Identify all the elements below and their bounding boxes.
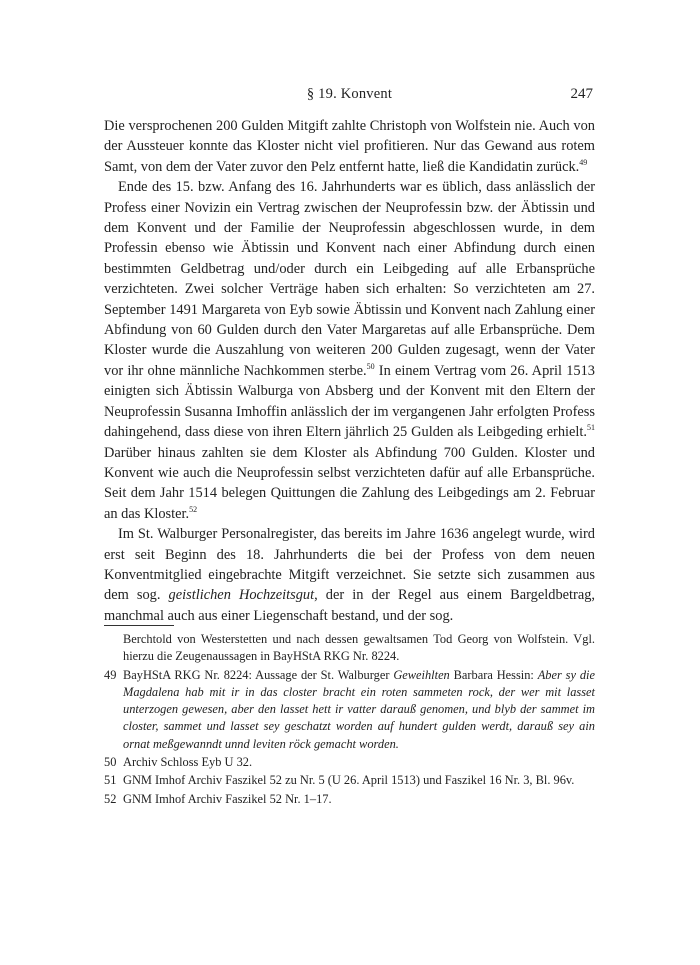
page-number: 247 [570,86,593,102]
footnote-50-text: Archiv Schloss Eyb U 32. [123,755,253,770]
footnote-52 [104,791,595,808]
footnote-separator [104,625,174,626]
footnote-number: 52 [104,791,117,806]
paragraph-3-text-a: Im St. Walburger Personalregister, das bereits im Jahre 1636 angelegt wurde, wird erst seit Beginn des 18. Jahrhunderts die bei der Profess von dem neuen Konventmitglied eingebrachte Mitgift verzeichnet. Sie setzte sich zusammen aus dem sog. [104,526,595,604]
footnote-51-text: GNM Imhof Archiv Faszikel 52 zu Nr. 5 (U 26. April 1513) und Faszikel 16 Nr. 3, Bl. 96v. [123,773,575,788]
footnote-50 [104,754,595,771]
paragraph-2-text-b: In einem Vertrag vom 26. April 1513 einigten sich Äbtissin Walburga von Absberg und der Konvent mit den Eltern der Neuprofessin Susanna Imhoffin anlässlich der im vergangenen Jahr erfolgten Profess dahingehend, dass diese von ihren Eltern jährlich 25 Gulden als Leibgeding erhielt. [104,362,596,441]
footnote-49-text-a: BayHStA RKG Nr. 8224: Aussage der St. Walburger [123,667,394,682]
footnote-49-emphasis: Geweihlten [393,667,450,682]
footnote-ref-50[interactable]: 50 [366,361,375,371]
footnote-49-text-b: Barbara Hessin: [449,667,538,682]
footnote-continuation: Berchtold von Westerstetten und nach dessen gewaltsamen Tod Georg von Wolfstein. Vgl. hierzu die Zeugenaussagen in BayHStA RKG Nr. 8224. [123,632,595,664]
paragraph-3-text-b: , der in der Regel aus einem Bargeldbetrag, manchmal auch aus einer Liegenschaft bestand, und der sog. [104,587,596,624]
paragraph-1 [104,116,595,177]
footnote-51 [104,772,595,789]
main-text [104,116,595,626]
footnote-49 [104,667,595,753]
paragraph-2 [104,177,595,524]
footnote-ref-51[interactable]: 51 [587,423,595,433]
paragraph-1-text: Die versprochenen 200 Gulden Mitgift zahlte Christoph von Wolfstein nie. Auch von der Aussteuer konnte das Kloster nicht viel profitieren. Nur das Gewand aus rotem Samt, von dem der Vater zuvor den Pelz entfernt hatte, ließ die Kandidatin zurück. [104,118,595,175]
footnote-ref-49[interactable]: 49 [579,157,588,167]
footnote-52-text: GNM Imhof Archiv Faszikel 52 Nr. 1–17. [123,791,332,806]
footnote-number: 50 [104,755,117,770]
paragraph-3-emphasis: geistlichen Hochzeitsgut [168,587,315,604]
footnote-ref-52[interactable]: 52 [189,504,198,514]
paragraph-2-text-c: Darüber hinaus zahlten sie dem Kloster als Abfindung 700 Gulden. Kloster und Konvent wie auch die Neuprofessin selbst verzichteten dafür auf alle Erbansprüche. Seit dem Jahr 1514 belegen Quittungen die Zahlung des Leibgedings am 2. Februar an das Kloster. [104,444,595,522]
paragraph-3 [104,524,595,626]
footnotes [104,631,595,809]
section-title: § 19. Konvent [306,86,393,102]
footnote-number: 51 [104,773,117,788]
paragraph-2-text-a: Ende des 15. bzw. Anfang des 16. Jahrhunderts war es üblich, dass anlässlich der Profess einer Novizin ein Vertrag zwischen der Neuprofessin bzw. der Äbtissin und dem Konvent und der Familie der Neuprofessin abgeschlossen wurde, in dem Professin ebenso wie Äbtissin und Konvent nach einer Abfindung durch einen bestimmten Geldbetrag und/oder durch ein Leibgeding auf alle Erbansprüche verzichteten. Zwei solcher Verträge haben sich erhalten: So verzichteten am 27. September 1491 Margareta von Eyb sowie Äbtissin und Konvent nach Zahlung einer Abfindung von 60 Gulden durch den Vater Margaretas auf alle Erbansprüche. Dem Kloster wurde die Auszahlung von weiteren 200 Gulden zugesagt, wenn der Vater vor ihr ohne männliche Nachkommen sterbe. [104,179,595,379]
running-head [104,86,595,106]
footnote-49-quote: Aber sy die Magdalena hab mit ir in das closter bracht ein roten sammeten rock, der wer mit lasset unterzogen gewesen, aber den lasset hett ir vatter darauß genomen, und blyb der sammet im closter, sammet und lasset sey geschatzt worden auf hundert gulden werdt, darauß sey ain ornat meßgewanndt unnd leviten röck gemacht worden. [123,667,595,751]
footnote-number: 49 [104,667,117,682]
